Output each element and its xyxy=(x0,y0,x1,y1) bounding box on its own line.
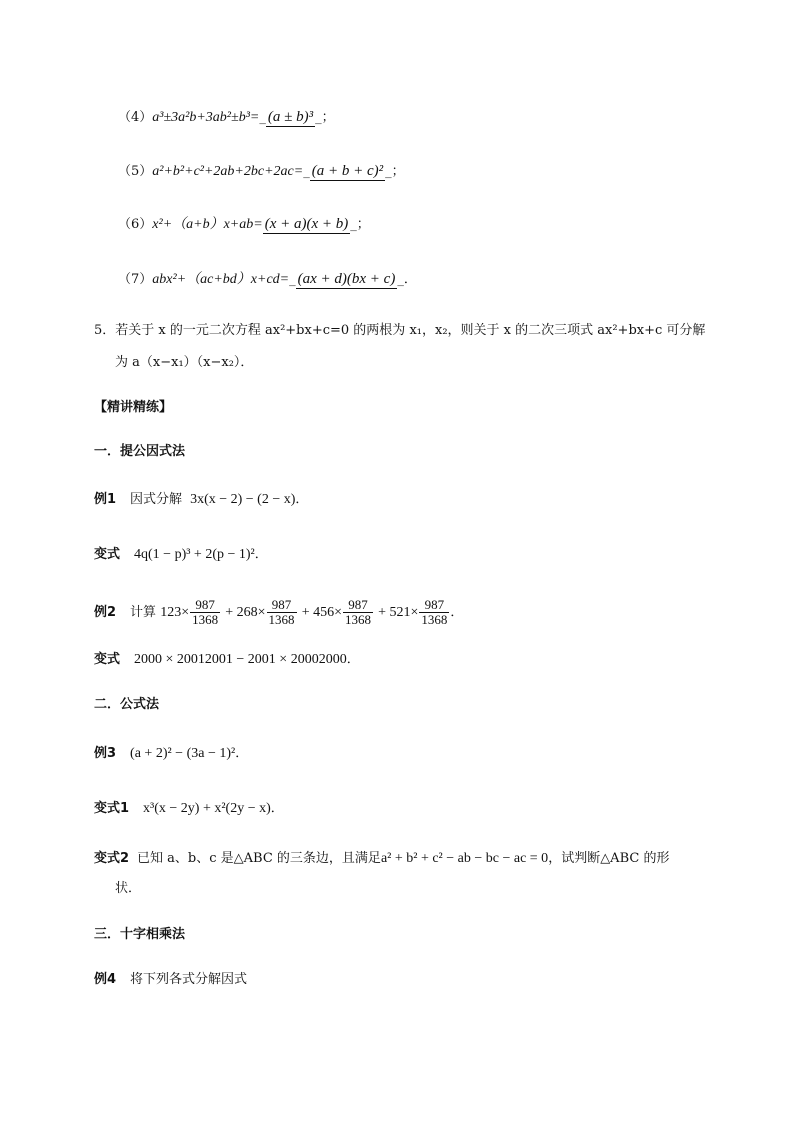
variant-3: 变式1 x³(x − 2y) + x²(2y − x)． xyxy=(94,801,284,816)
example-label: 例3 xyxy=(94,746,117,761)
section-title-1: 一．提公因式法 xyxy=(94,444,186,459)
formula-number: （4） xyxy=(118,110,153,125)
example-expr: 3x(x − 2) − (2 − x) xyxy=(190,492,296,507)
formula-number: （7） xyxy=(118,272,153,287)
example-text: 将下列各式分解因式 xyxy=(130,972,248,987)
variant-label: 变式 xyxy=(94,547,121,562)
example-2: 例2 计算 123× $\frac{987}{1368}$ + 268× $\frac{987}{1368}$ + 456× $\frac{987}{1368}$ + 521× $\frac{987}{1368}$ ． xyxy=(94,597,464,627)
item-5-line1: 5．若关于 x 的一元二次方程 ax²+bx+c=0 的两根为 x₁，x₂，则关于 x 的二次三项式 ax²+bx+c 可分解 xyxy=(94,323,706,338)
formula-number: （6） xyxy=(118,217,153,232)
variant-text: ，试判断△ABC 的形 xyxy=(548,851,670,866)
example-label: 例2 xyxy=(94,605,117,620)
example-label: 例1 xyxy=(94,492,117,507)
fraction: $\frac{987}{1368}$ xyxy=(344,597,371,627)
section-title-3: 三．十字相乘法 xyxy=(94,927,186,942)
formula-expr: a²+b²+c²+2ab+2bc+2ac= xyxy=(152,164,304,179)
term: 123× xyxy=(160,605,190,620)
variant-expr: a² + b² + c² − ab − bc − ac = 0 xyxy=(380,851,549,866)
formula-answer: (a + b + c)² xyxy=(311,163,384,179)
example-text: 计算 xyxy=(130,605,157,620)
example-4 xyxy=(94,971,247,989)
formula-expr: a³±3a²b+3ab²±b³= xyxy=(152,110,260,125)
example-3: 例3 (a + 2)² − (3a − 1)²． xyxy=(94,746,249,761)
variant-4-line2: 状． xyxy=(115,881,142,896)
variant-text: 已知 a、b、c 是△ABC 的三条边，且满足 xyxy=(137,851,381,866)
section-title-2: 二．公式法 xyxy=(94,697,160,712)
example-expr: (a + 2)² − (3a − 1)² xyxy=(130,746,236,761)
example-label: 例4 xyxy=(94,972,117,987)
term: + 456× xyxy=(301,605,342,620)
variant-label: 变式2 xyxy=(94,851,130,866)
variant-label: 变式1 xyxy=(94,801,130,816)
example-text: 因式分解 xyxy=(130,492,183,507)
term: + 521× xyxy=(378,605,419,620)
example-1: 例1 因式分解 3x(x − 2) − (2 − x)． xyxy=(94,492,309,507)
formula-expr: abx²+（ac+bd）x+cd= xyxy=(152,272,290,287)
term: + 268× xyxy=(225,605,266,620)
variant-4 xyxy=(94,850,669,868)
variant-expr: 2000 × 20012001 − 2001 × 20002000 xyxy=(134,652,347,667)
formula-4: （4）a³±3a²b+3ab²±b³=_ (a ± b)³ _； xyxy=(118,109,335,125)
formula-answer: (x + a)(x + b) xyxy=(264,216,349,232)
variant-2: 变式 2000 × 20012001 − 2001 × 20002000． xyxy=(94,652,360,667)
formula-7: （7）abx²+（ac+bd）x+cd=_ (ax + d)(bx + c) _． xyxy=(118,271,417,287)
variant-label: 变式 xyxy=(94,652,121,667)
variant-1: 变式 4q(1 − p)³ + 2(p − 1)²． xyxy=(94,547,268,562)
variant-expr: 4q(1 − p)³ + 2(p − 1)² xyxy=(134,547,255,562)
formula-answer: (a ± b)³ xyxy=(267,109,314,125)
section-header: 【精讲精练】 xyxy=(94,400,173,415)
formula-5: （5）a²+b²+c²+2ab+2bc+2ac=_ (a + b + c)² _； xyxy=(118,163,405,179)
fraction: $\frac{987}{1368}$ xyxy=(268,597,295,627)
formula-expr: x²+（a+b）x+ab= xyxy=(152,217,263,232)
fraction: $\frac{987}{1368}$ xyxy=(192,597,219,627)
formula-6: （6）x²+（a+b）x+ab= (x + a)(x + b) _； xyxy=(118,216,370,232)
formula-answer: (ax + d)(bx + c) xyxy=(297,271,396,287)
formula-number: （5） xyxy=(118,164,153,179)
fraction: $\frac{987}{1368}$ xyxy=(421,597,448,627)
variant-expr: x³(x − 2y) + x²(2y − x) xyxy=(143,801,271,816)
item-5-line2: 为 a（x−x₁）（x−x₂）． xyxy=(115,355,254,370)
